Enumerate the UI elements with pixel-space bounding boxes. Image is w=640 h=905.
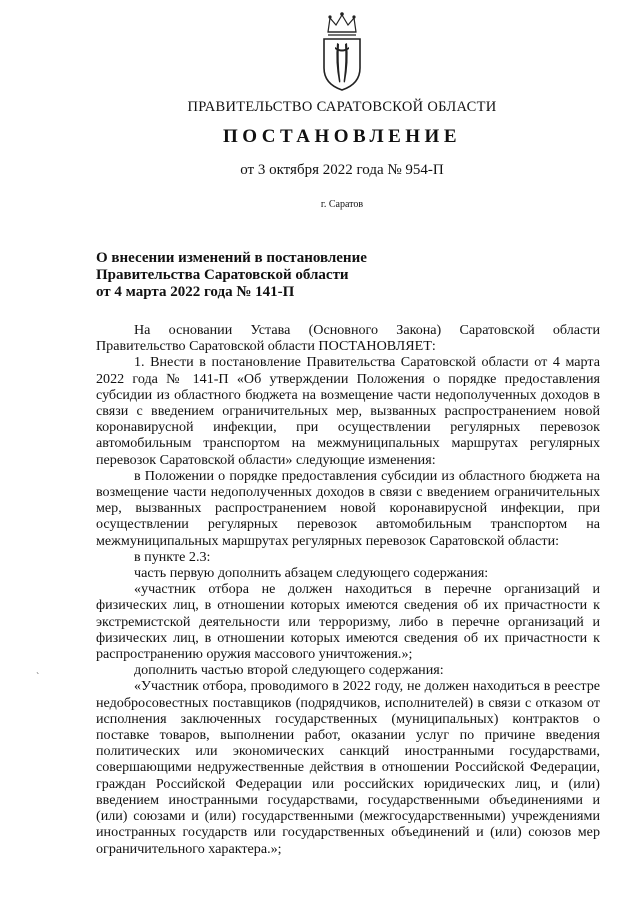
- paragraph: На основании Устава (Основного Закона) Саратовской области Правительство Саратовской области ПОСТАНОВЛЯЕТ:: [96, 322, 600, 355]
- sterlet-icon: [335, 43, 349, 83]
- document-subject: [96, 250, 416, 301]
- paragraph: часть первую дополнить абзацем следующего содержания:: [134, 565, 489, 582]
- document-city: г. Саратов: [320, 199, 364, 210]
- paragraph: дополнить частью второй следующего содержания:: [134, 662, 444, 679]
- document-number: от 3 октября 2022 года № 954-П: [240, 162, 444, 178]
- paragraph: в пункте 2.3:: [134, 548, 211, 565]
- organization-name: ПРАВИТЕЛЬСТВО САРАТОВСКОЙ ОБЛАСТИ: [187, 99, 497, 115]
- document-type: ПОСТАНОВЛЕНИЕ: [222, 126, 462, 147]
- crown-icon: [328, 13, 356, 35]
- shield-icon: [324, 39, 360, 90]
- subject-line: Правительства Саратовской области: [96, 267, 349, 283]
- paragraph: «участник отбора не должен находиться в перечне организаций и физических лиц, в отношении которых имеются сведения об их причастности к экстремистской деятельности или терроризму, либо в перечне организаций и физических лиц, в отношении которых имеются сведения об их причастности к распространению оружия массового уничтожения.»;: [96, 581, 600, 663]
- paragraph: 1. Внести в постановление Правительства Саратовской области от 4 марта 2022 года № 141-П «Об утверждении Положения о порядке предоставления субсидии из областного бюджета на возмещение части недополученных доходов в связи с введением ограничительных мер, вызванных распространением новой коронавирусной инфекции, при осуществлении регулярных перевозок автомобильным транспортом на межмуниципальных маршрутах регулярных перевозок Саратовской области» следующие изменения:: [96, 354, 600, 468]
- paragraph: в Положении о порядке предоставления субсидии из областного бюджета на возмещение части недополученных доходов в связи с введением ограничительных мер, вызванных распространением новой коронавирусной инфекции, при осуществлении регулярных перевозок автомобильным транспортом на межмуниципальных маршрутах регулярных перевозок Саратовской области:: [96, 467, 600, 549]
- document-body: [96, 322, 600, 857]
- scan-speck: ˋ: [36, 672, 40, 683]
- saratov-coat-of-arms-icon: [318, 12, 366, 92]
- paragraph: «Участник отбора, проводимого в 2022 году, не должен находиться в реестре недобросовестных поставщиков (подрядчиков, исполнителей) в связи с отказом от исполнения заключенных государственных (муниципальных) контрактов о поставке товаров, выполнении работ, оказании услуг по причине введения политических или экономических санкций иностранными государствами, совершающими недружественные действия в отношении Российской Федерации, граждан Российской Федерации или российских юридических лиц, и (или) введением иностранными государствами, государственными объединениями и (или) союзами и (или) государственными (межгосударственными) учреждениями иностранных государств или государственных объединений и (или) союзов мер ограничительного характера.»;: [96, 678, 600, 857]
- subject-line: от 4 марта 2022 года № 141-П: [96, 284, 295, 300]
- subject-line: О внесении изменений в постановление: [96, 250, 367, 266]
